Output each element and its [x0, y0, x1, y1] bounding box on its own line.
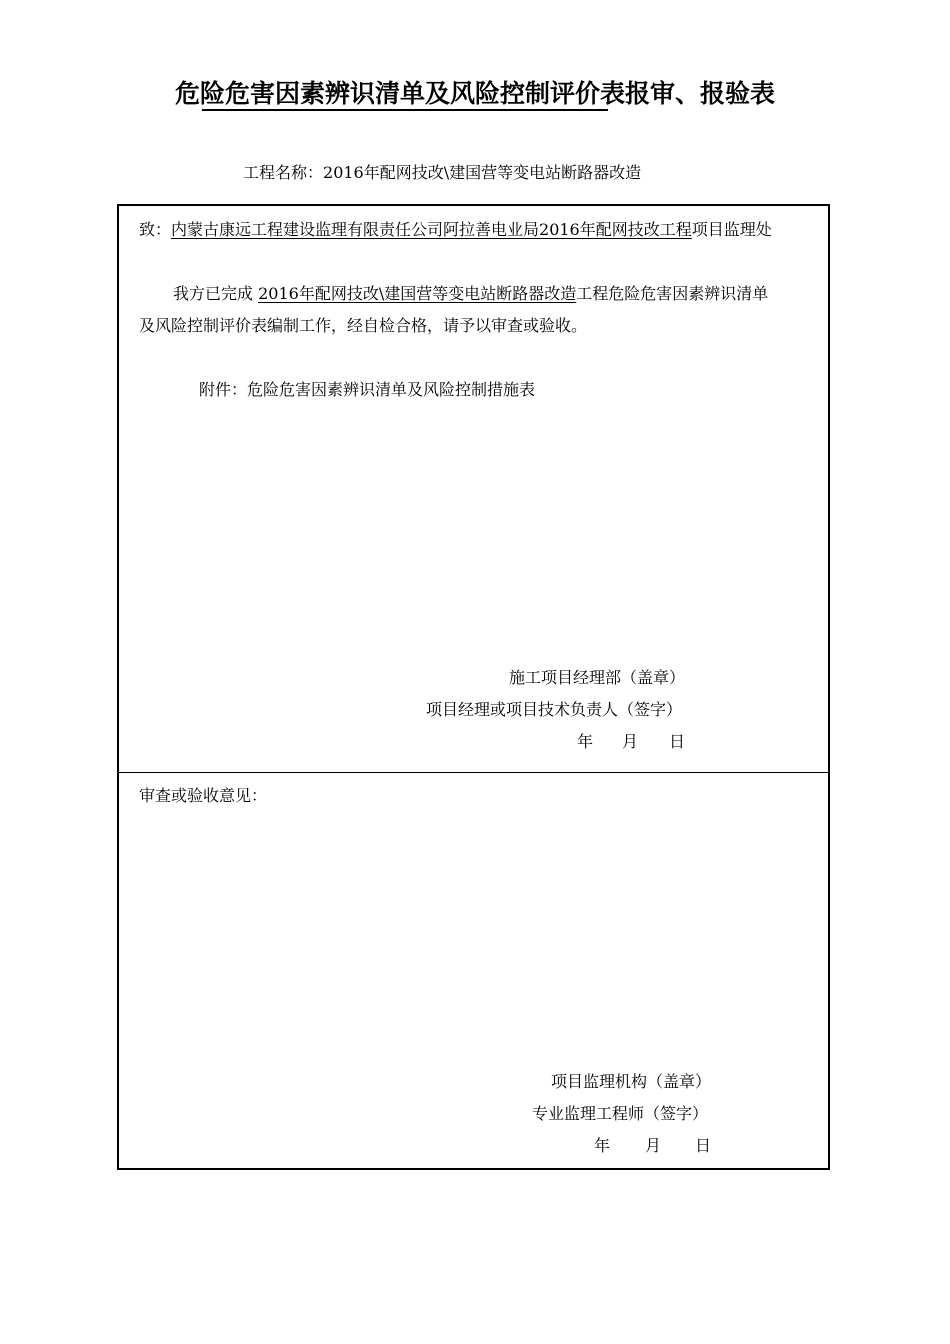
document-title: 危险危害因素辨识清单及风险控制评价表报审、报验表	[174, 79, 775, 108]
body-project: 2016年配网技改\建国营等变电站断路器改造	[258, 284, 577, 303]
addressee-suffix: 项目监理处	[691, 220, 772, 239]
project-label: 工程名称：	[243, 163, 324, 182]
review-opinion-heading: 审查或验收意见：	[139, 786, 268, 805]
addressee-prefix: 致：	[139, 220, 172, 239]
body-rest-1: 工程危险危害因素辨识清单	[576, 284, 769, 303]
construction-dept-seal: 施工项目经理部（盖章）	[509, 668, 686, 687]
body-prefix: 我方已完成	[173, 284, 259, 303]
project-name-line	[243, 160, 641, 183]
section-divider	[119, 772, 828, 773]
addressee-line	[139, 220, 772, 240]
supervision-org-seal: 项目监理机构（盖章）	[551, 1072, 712, 1091]
attachment-line: 附件：危险危害因素辨识清单及风险控制措施表	[199, 380, 536, 399]
review-date-month-label: 月	[645, 1136, 662, 1155]
date-year-label: 年	[577, 732, 594, 751]
title-underline	[202, 109, 608, 111]
body-line-1	[173, 284, 768, 304]
supervision-engineer-signature: 专业监理工程师（签字）	[532, 1104, 709, 1123]
review-date-year-label: 年	[594, 1136, 611, 1155]
review-date-day-label: 日	[695, 1136, 712, 1155]
date-month-label: 月	[622, 732, 639, 751]
body-line-2: 及风险控制评价表编制工作，经自检合格，请予以审查或验收。	[139, 316, 588, 335]
form-table	[117, 204, 830, 1170]
addressee-org: 内蒙古康远工程建设监理有限责任公司阿拉善电业局2016年配网技改工程	[171, 220, 692, 239]
project-manager-signature: 项目经理或项目技术负责人（签字）	[426, 700, 683, 719]
date-day-label: 日	[669, 732, 686, 751]
project-name: 2016年配网技改\建国营等变电站断路器改造	[323, 163, 642, 182]
